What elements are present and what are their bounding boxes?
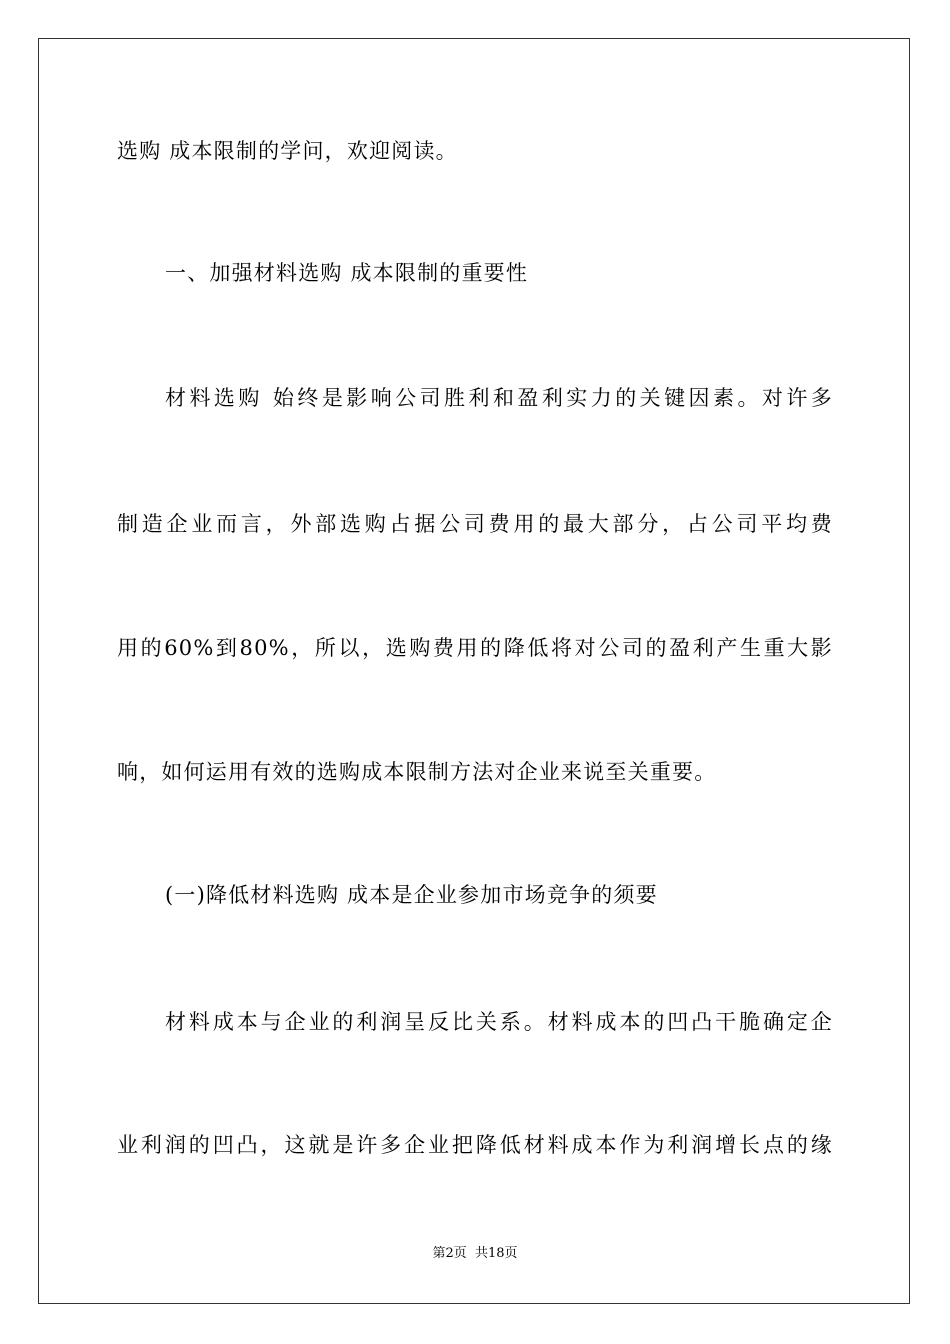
text-line-1: 选购 成本限制的学问，欢迎阅读。 xyxy=(117,139,458,163)
text-line-3: 材料选购 始终是影响公司胜利和盈利实力的关键因素。对许多 xyxy=(165,386,833,410)
page-number: 第2页 xyxy=(432,1246,467,1261)
text-line-9: 业利润的凹凸，这就是许多企业把降低材料成本作为利润增长点的缘 xyxy=(117,1133,833,1157)
text-line-4: 制造企业而言，外部选购占据公司费用的最大部分，占公司平均费 xyxy=(117,512,833,536)
section-heading-1: 一、加强材料选购 成本限制的重要性 xyxy=(165,261,529,285)
text-line-5: 用的60%到80%，所以，选购费用的降低将对公司的盈利产生重大影 xyxy=(117,636,833,660)
text-line-8: 材料成本与企业的利润呈反比关系。材料成本的凹凸干脆确定企 xyxy=(165,1010,833,1034)
page-border xyxy=(38,38,910,1304)
text-line-6: 响，如何运用有效的选购成本限制方法对企业来说至关重要。 xyxy=(117,760,717,784)
total-pages: 共18页 xyxy=(474,1246,518,1261)
page-footer xyxy=(0,1245,950,1263)
subsection-heading-1: (一)降低材料选购 成本是企业参加市场竞争的须要 xyxy=(165,883,658,907)
